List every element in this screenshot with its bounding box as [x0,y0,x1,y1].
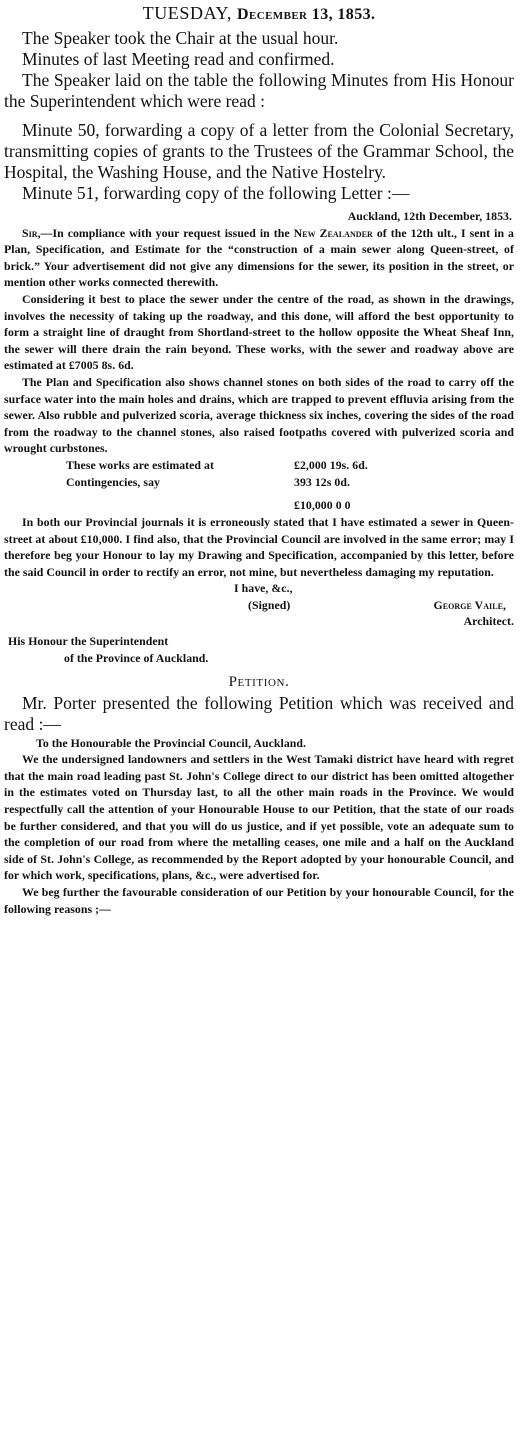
signer-title: Architect. [463,613,514,628]
letter-salutation: Sir, [22,225,41,240]
estimate-row [4,457,514,474]
newspaper-name: New Zealander [293,225,373,240]
letter [4,208,514,667]
letter-para-4: In both our Provincial journals it is erroneously stated that I have estimated a sewer in Queen-street at about £10,000. I find also, that the Provincial Council are involved in the same error; may I therefore beg your Honour to lay my Drawing and Specification, accompanied by this letter, before the said Council in order to rectify an error, not mine, but nevertheless damaging my reputation. [4,514,514,579]
estimate-value: £2,000 19s. 6d. [294,457,368,472]
petition-closing: We beg further the favourable consideration of our Petition by your honourable Council, for the following reasons ;— [4,885,514,916]
estimate-label: These works are estimated at [66,457,214,472]
date-day: TUESDAY, [142,3,232,23]
signature-row [4,597,514,613]
date-heading [4,0,514,28]
letter-place-date: Auckland, 12th December, 1853. [347,209,512,223]
letter-para-3: The Plan and Specification also shows channel stones on both sides of the road to carry off the surface water into the main holes and drains, which are trapped to prevent effluvia arising from the sewer. Also rubble and pulverized scoria, average thickness six inches, covering the sides of the road from the roadway to the channel stones, also raised footpaths covered with pulverized scoria and wrought curbstones. [4,374,514,456]
petition-heading: Petition. [228,673,290,690]
signed-label: (Signed) [248,597,291,612]
addressee-line-2: of the Province of Auckland. [64,651,209,666]
opening-minutes-confirmed: Minutes of last Meeting read and confirmed. [22,49,335,69]
letter-para-2: Considering it best to place the sewer under the centre of the road, as shown in the drawings, involves the necessity of taking up the roadway, and this done, will afford the best opportunity to form a straight line of draught from Shortland-street to the hollow opposite the Wheat Sheaf Inn, the sewer will there drain the rain beyond. These works, with the sewer and roadway above are estimated at £7005 8s. 6d. [4,291,514,373]
contingencies-label: Contingencies, say [66,474,160,489]
petition-intro: Mr. Porter presented the following Petition which was received and read :— [4,692,514,734]
petition-body: We the undersigned landowners and settlers in the West Tamaki district have heard with regret that the main road leading past St. John's College direct to our district has been omitted altogether in the estimates voted on Thursday last, to all the other main roads in the Province. We would respectfully call the attention of your Honourable House to our Petition, that the state of our roads be further considered, and that you will do us justice, and if yet possible, vote an adequate sum to the completion of our road from where the metalling ceases, one mile and a half on the Auckland side of St. John's College, as recommended by the Report adopted by your honourable Council, and for which work, specifications, plans, &c., were advertised for. [4,752,514,883]
addressee-line-1: His Honour the Superintendent [8,634,169,649]
minute-51: Minute 51, forwarding copy of the following Letter :— [22,183,410,203]
contingencies-row [4,474,514,491]
contingencies-value: 393 12s 0d. [294,474,350,489]
signer-name: George Vaile, [433,597,506,612]
opening-speaker-laid: The Speaker laid on the table the following Minutes from His Honour the Superintendent which were read : [4,70,514,111]
date-rest: December 13, 1853. [237,6,376,23]
petition-text [4,735,514,918]
letter-para-1-a: —In compliance with your request issued in the [40,225,294,240]
total-value: £10,000 0 0 [294,497,351,512]
letter-para-1 [4,225,514,291]
letter-para-1-b: of the 12th ult., I sent in a Plan, Specification, and Estimate for the “construction of a main sewer along Queen-street, of brick.” Your advertisement did not give any dimensions for the sewer, its position in the street, or mention other works connected therewith. [4,225,515,290]
minute-50: Minute 50, forwarding a copy of a letter from the Colonial Secretary, transmitting copies of grants to the Trustees of the Grammar School, the Hospital, the Washing House, and the Native Hostelry. [4,120,514,182]
letter-closing: I have, &c., [234,581,293,596]
petition-address: To the Honourable the Provincial Council, Auckland. [36,735,306,750]
opening-speaker-chair: The Speaker took the Chair at the usual hour. [22,28,339,48]
total-row [4,497,514,514]
